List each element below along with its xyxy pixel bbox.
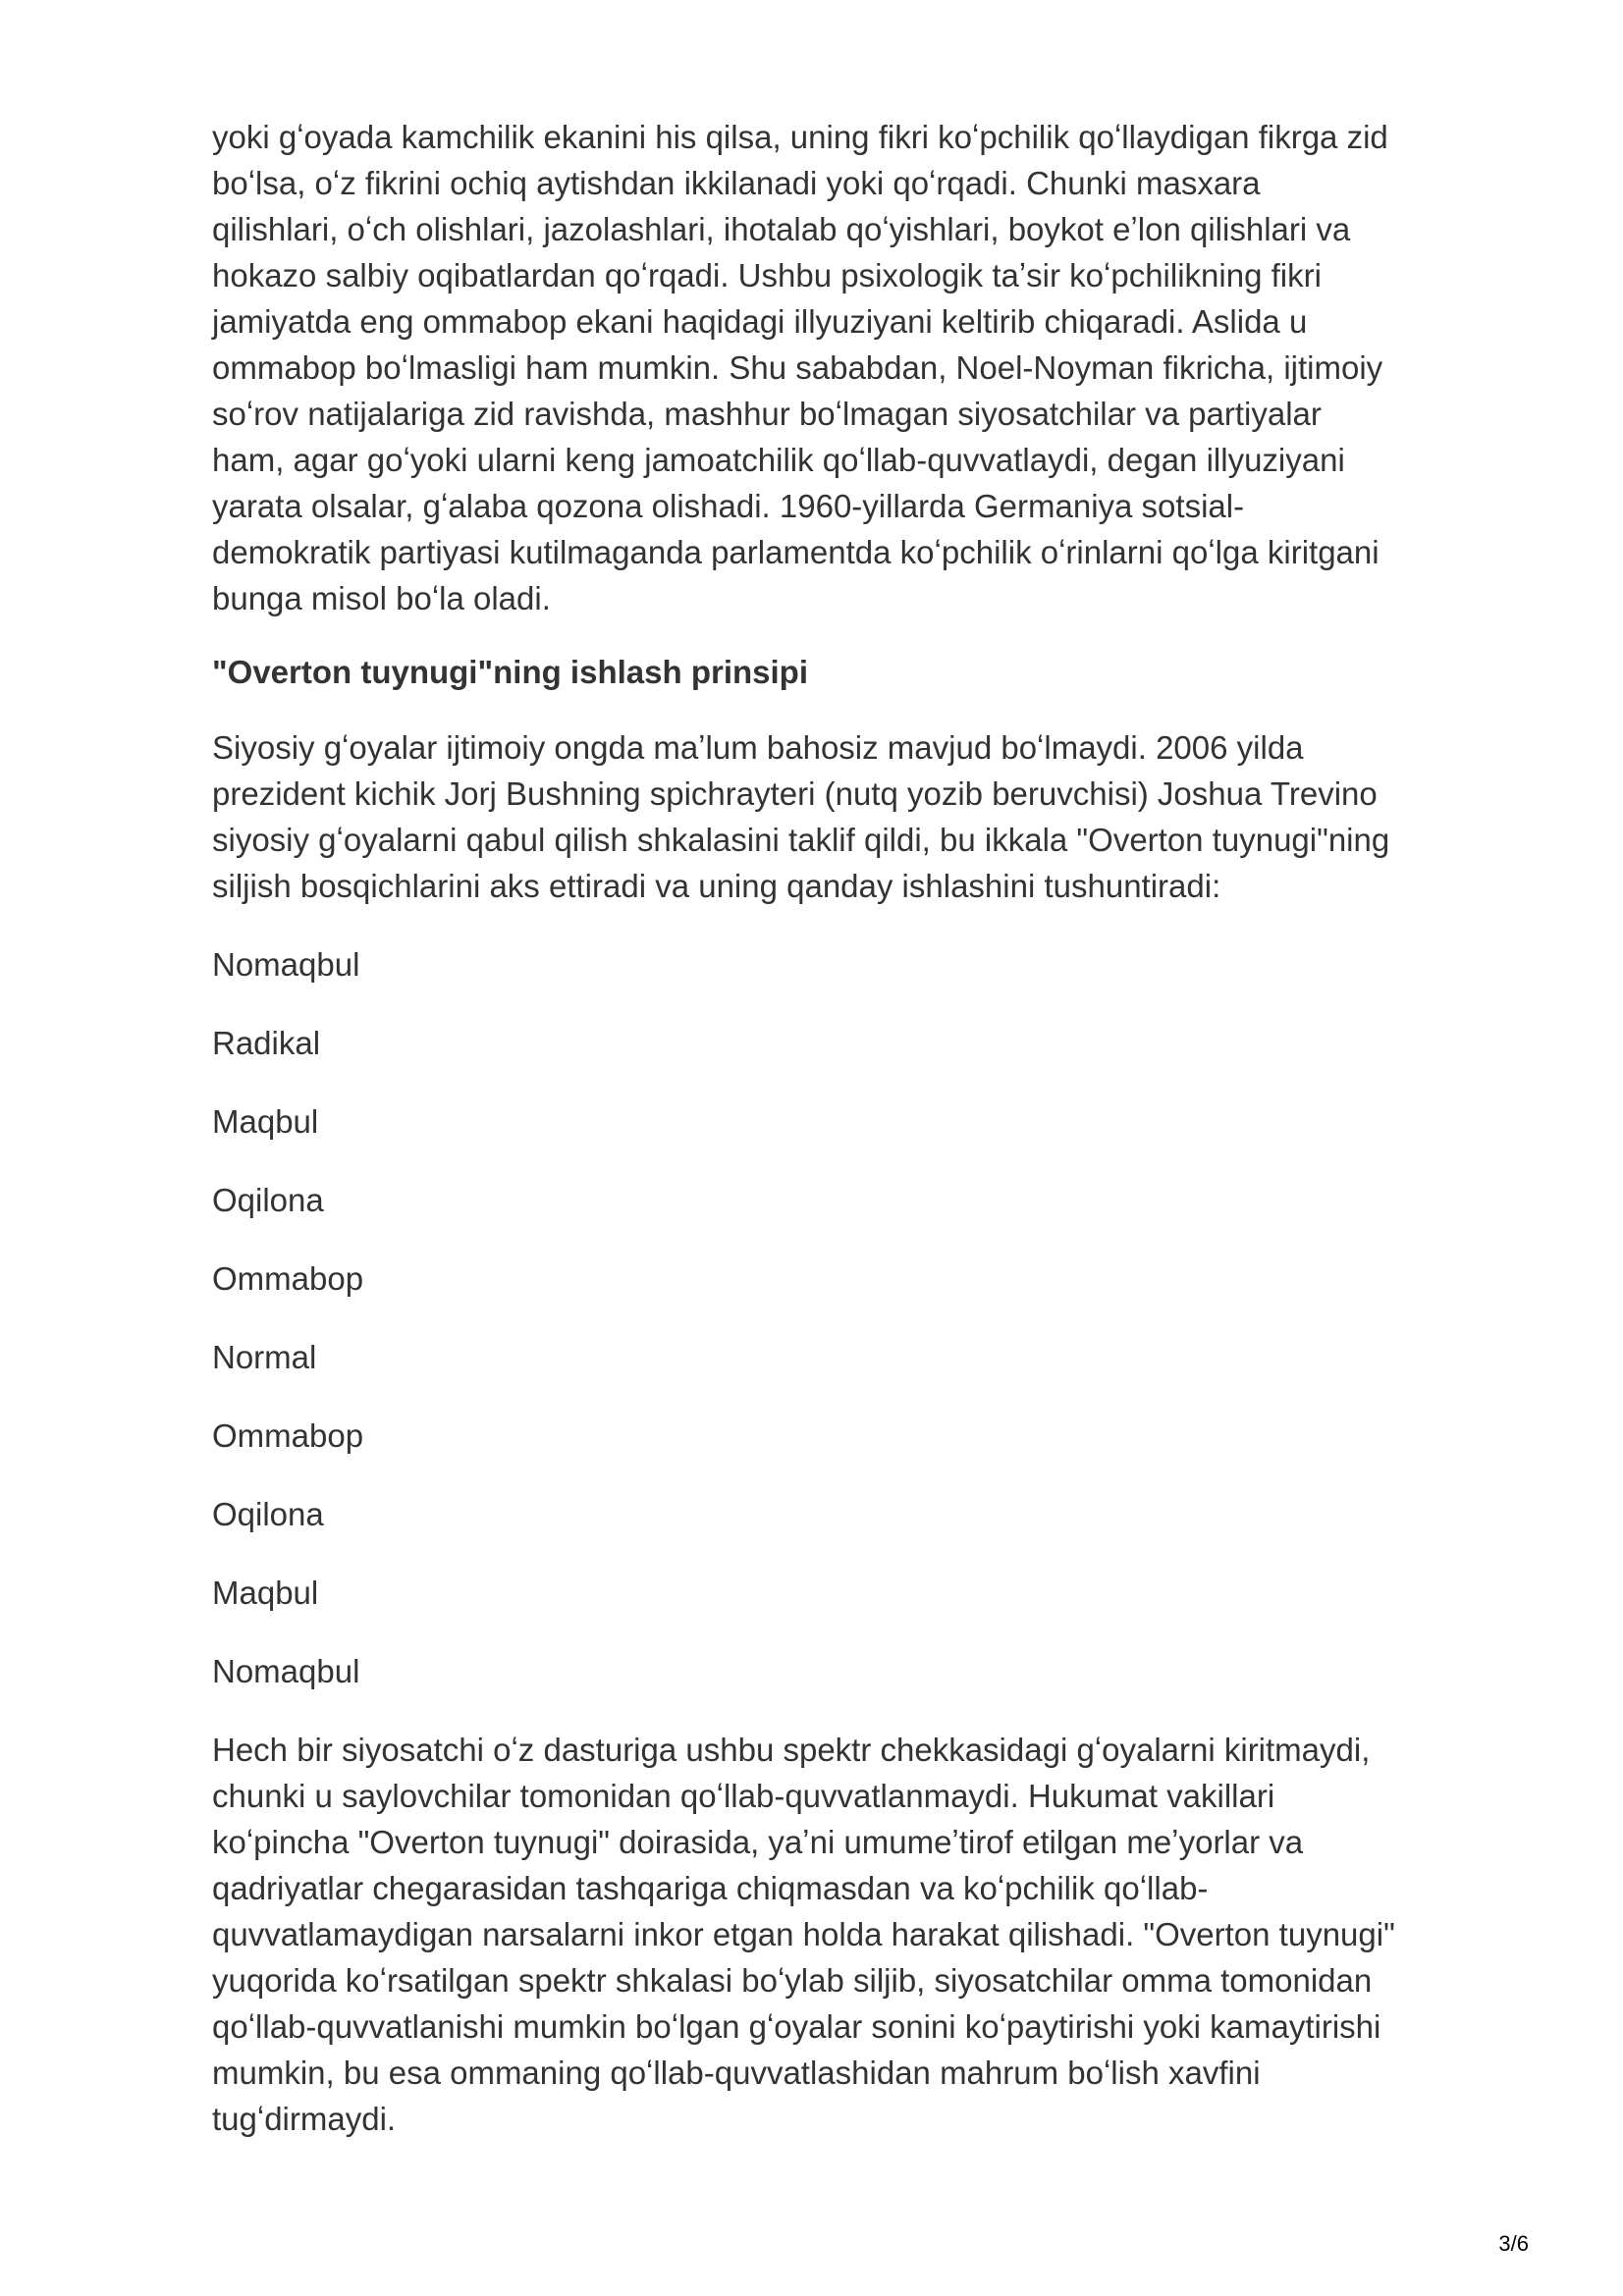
- page-number: 3/6: [1498, 2231, 1529, 2256]
- page-content: [212, 114, 1430, 2142]
- scale-item: Normal: [212, 1339, 317, 1375]
- scale-item: Maqbul: [212, 1103, 319, 1140]
- paragraph-scale-intro: Siyosiy gʻoyalar ijtimoiy ongda maʼlum bahosiz mavjud boʻlmaydi. 2006 yilda prezident kichik Jorj Bushning spichrayteri (nutq yozib beruvchisi) Joshua Trevino siyosiy gʻoyalarni qabul qilish shkalasini taklif qildi, bu ikkala "Overton tuynugi"ning siljish bosqichlarini aks ettiradi va uning qanday ishlashini tushuntiradi:: [212, 729, 1390, 904]
- scale-item: Radikal: [212, 1025, 321, 1061]
- scale-item: Ommabop: [212, 1260, 364, 1297]
- scale-item: Maqbul: [212, 1575, 319, 1611]
- scale-item: Oqilona: [212, 1496, 324, 1532]
- scale-item: Ommabop: [212, 1417, 364, 1454]
- section-heading: "Overton tuynugi"ning ishlash prinsipi: [212, 654, 808, 690]
- acceptance-scale-list: [212, 941, 1430, 1694]
- scale-item: Oqilona: [212, 1182, 324, 1218]
- scale-item: Nomaqbul: [212, 1653, 360, 1689]
- scale-item: Nomaqbul: [212, 946, 360, 983]
- paragraph-politicians: Hech bir siyosatchi oʻz dasturiga ushbu spektr chekkasidagi gʻoyalarni kiritmaydi, chunki u saylovchilar tomonidan qoʻllab-quvvatlanmaydi. Hukumat vakillari koʻpincha "Overton tuynugi" doirasida, yaʼni umumeʼtirof etilgan meʼyorlar va qadriyatlar chegarasidan tashqariga chiqmasdan va koʻpchilik qoʻllab- quvvatlamaydigan narsalarni inkor etgan holda harakat qilishadi. "Overton tuynugi" yuqorida koʻrsatilgan spektr shkalasi boʻylab siljib, siyosatchilar omma tomonidan qoʻllab-quvvatlanishi mumkin boʻlgan gʻoyalar sonini koʻpaytirishi yoki kamaytirishi mumkin, bu esa ommaning qoʻllab-quvvatlashidan mahrum boʻlish xavfini tugʻdirmaydi.: [212, 1732, 1395, 2137]
- paragraph-spiral-of-silence: yoki gʻoyada kamchilik ekanini his qilsa, uning fikri koʻpchilik qoʻllaydigan fikrga zid boʻlsa, oʻz fikrini ochiq aytishdan ikkilanadi yoki qoʻrqadi. Chunki masxara qilishlari, oʻch olishlari, jazolashlari, ihotalab qoʻyishlari, boykot eʼlon qilishlari va hokazo salbiy oqibatlardan qoʻrqadi. Ushbu psixologik taʼsir koʻpchilikning fikri jamiyatda eng ommabop ekani haqidagi illyuziyani keltirib chiqaradi. Aslida u ommabop boʻlmasligi ham mumkin. Shu sababdan, Noel-Noyman fikricha, ijtimoiy soʻrov natijalariga zid ravishda, mashhur boʻlmagan siyosatchilar va partiyalar ham, agar goʻyoki ularni keng jamoatchilik qoʻllab-quvvatlaydi, degan illyuziyani yarata olsalar, gʻalaba qozona olishadi. 1960-yillarda Germaniya sotsial- demokratik partiyasi kutilmaganda parlamentda koʻpchilik oʻrinlarni qoʻlga kiritgani bunga misol boʻla oladi.: [212, 119, 1388, 616]
